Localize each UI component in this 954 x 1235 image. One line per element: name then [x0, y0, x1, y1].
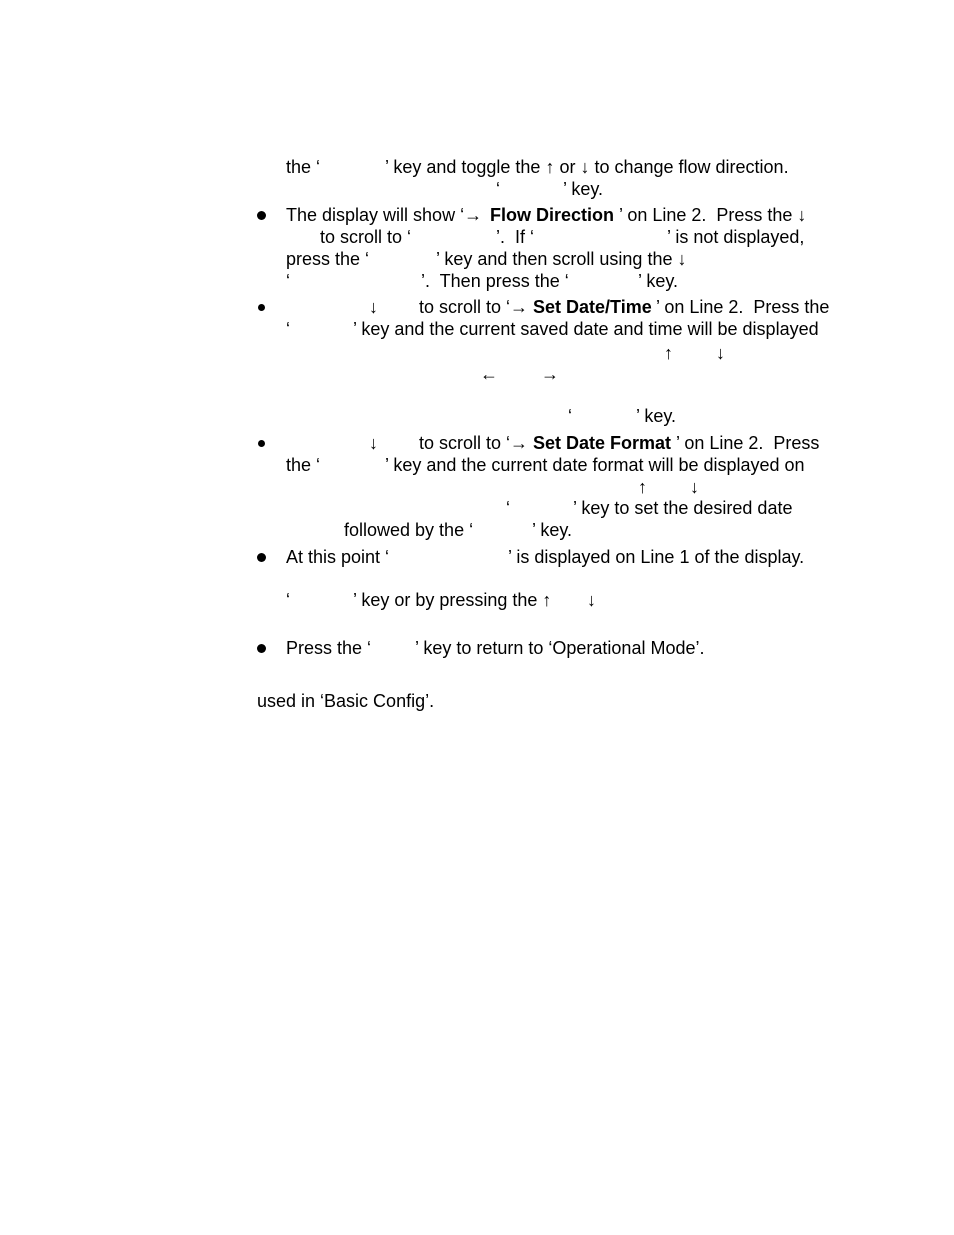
text-line-18-c: ↓	[587, 590, 596, 610]
text-line-8-a: ‘	[286, 319, 290, 339]
text-line-9-b: ↓	[716, 343, 725, 363]
text-line-1-a: the ‘	[286, 157, 321, 177]
text-line-5-a: press the ‘	[286, 249, 370, 269]
text-line-5-b: ’ key and then scroll using the ↓	[436, 249, 687, 269]
text-line-13-a: the ‘	[286, 455, 321, 475]
bullet-icon	[257, 204, 269, 216]
text-line-19-a: Press the ‘	[286, 638, 372, 658]
text-line-1-b: ’ key and toggle the ↑ or ↓ to change flow direction.	[385, 157, 789, 177]
bullet-icon	[257, 296, 269, 308]
text-line-2-a: ‘	[496, 179, 500, 199]
text-line-7-bold: Set Date/Time	[533, 297, 652, 317]
text-line-15-a: ‘	[506, 498, 510, 518]
text-line-12-b: to scroll to ‘→	[419, 433, 529, 453]
text-line-3-a: The display will show ‘→	[286, 205, 483, 225]
text-line-9-a: ↑	[664, 343, 673, 363]
text-line-10-b: →	[541, 364, 559, 384]
text-line-11-b: ’ key.	[636, 406, 677, 426]
text-line-16-b: ’ key.	[532, 520, 573, 540]
text-line-7-d: ’ on Line 2. Press the	[656, 297, 830, 317]
text-line-18-b: ’ key or by pressing the ↑	[353, 590, 552, 610]
text-line-6-b: ’. Then press the ‘	[421, 271, 569, 291]
text-line-6-a: ‘	[286, 271, 290, 291]
text-line-14-a: ↑	[638, 477, 647, 497]
bullet-icon	[257, 546, 269, 558]
text-line-11-a: ‘	[568, 406, 572, 426]
text-line-2-b: ’ key.	[563, 179, 604, 199]
text-line-4-b: ’. If ‘	[496, 227, 535, 247]
text-line-7-a: ↓	[369, 297, 378, 317]
text-line-18-a: ‘	[286, 590, 290, 610]
text-line-4-c: ’ is not displayed,	[667, 227, 805, 247]
text-line-14-b: ↓	[690, 477, 699, 497]
text-line-10-a: ←	[480, 364, 498, 384]
text-line-12-d: ’ on Line 2. Press	[676, 433, 820, 453]
text-line-19-b: ’ key to return to ‘Operational Mode’.	[415, 638, 705, 658]
text-line-4-a: to scroll to ‘	[320, 227, 412, 247]
bullet-icon	[257, 432, 269, 444]
text-line-8-b: ’ key and the current saved date and time will be displayed	[353, 319, 819, 339]
text-line-17-a: At this point ‘	[286, 547, 390, 567]
text-line-17-b: ’ is displayed on Line 1 of the display.	[508, 547, 805, 567]
text-line-6-c: ’ key.	[638, 271, 679, 291]
text-line-15-b: ’ key to set the desired date	[573, 498, 793, 518]
bullet-icon	[257, 637, 269, 649]
text-line-13-b: ’ key and the current date format will be displayed on	[385, 455, 805, 475]
text-line-20: used in ‘Basic Config’.	[257, 691, 435, 711]
text-line-3-c: ’ on Line 2. Press the ↓	[619, 205, 807, 225]
text-line-7-b: to scroll to ‘→	[419, 297, 529, 317]
text-line-12-a: ↓	[369, 433, 378, 453]
text-line-3-bold: Flow Direction	[490, 205, 615, 225]
text-line-16-a: followed by the ‘	[344, 520, 474, 540]
text-line-12-bold: Set Date Format	[533, 433, 672, 453]
